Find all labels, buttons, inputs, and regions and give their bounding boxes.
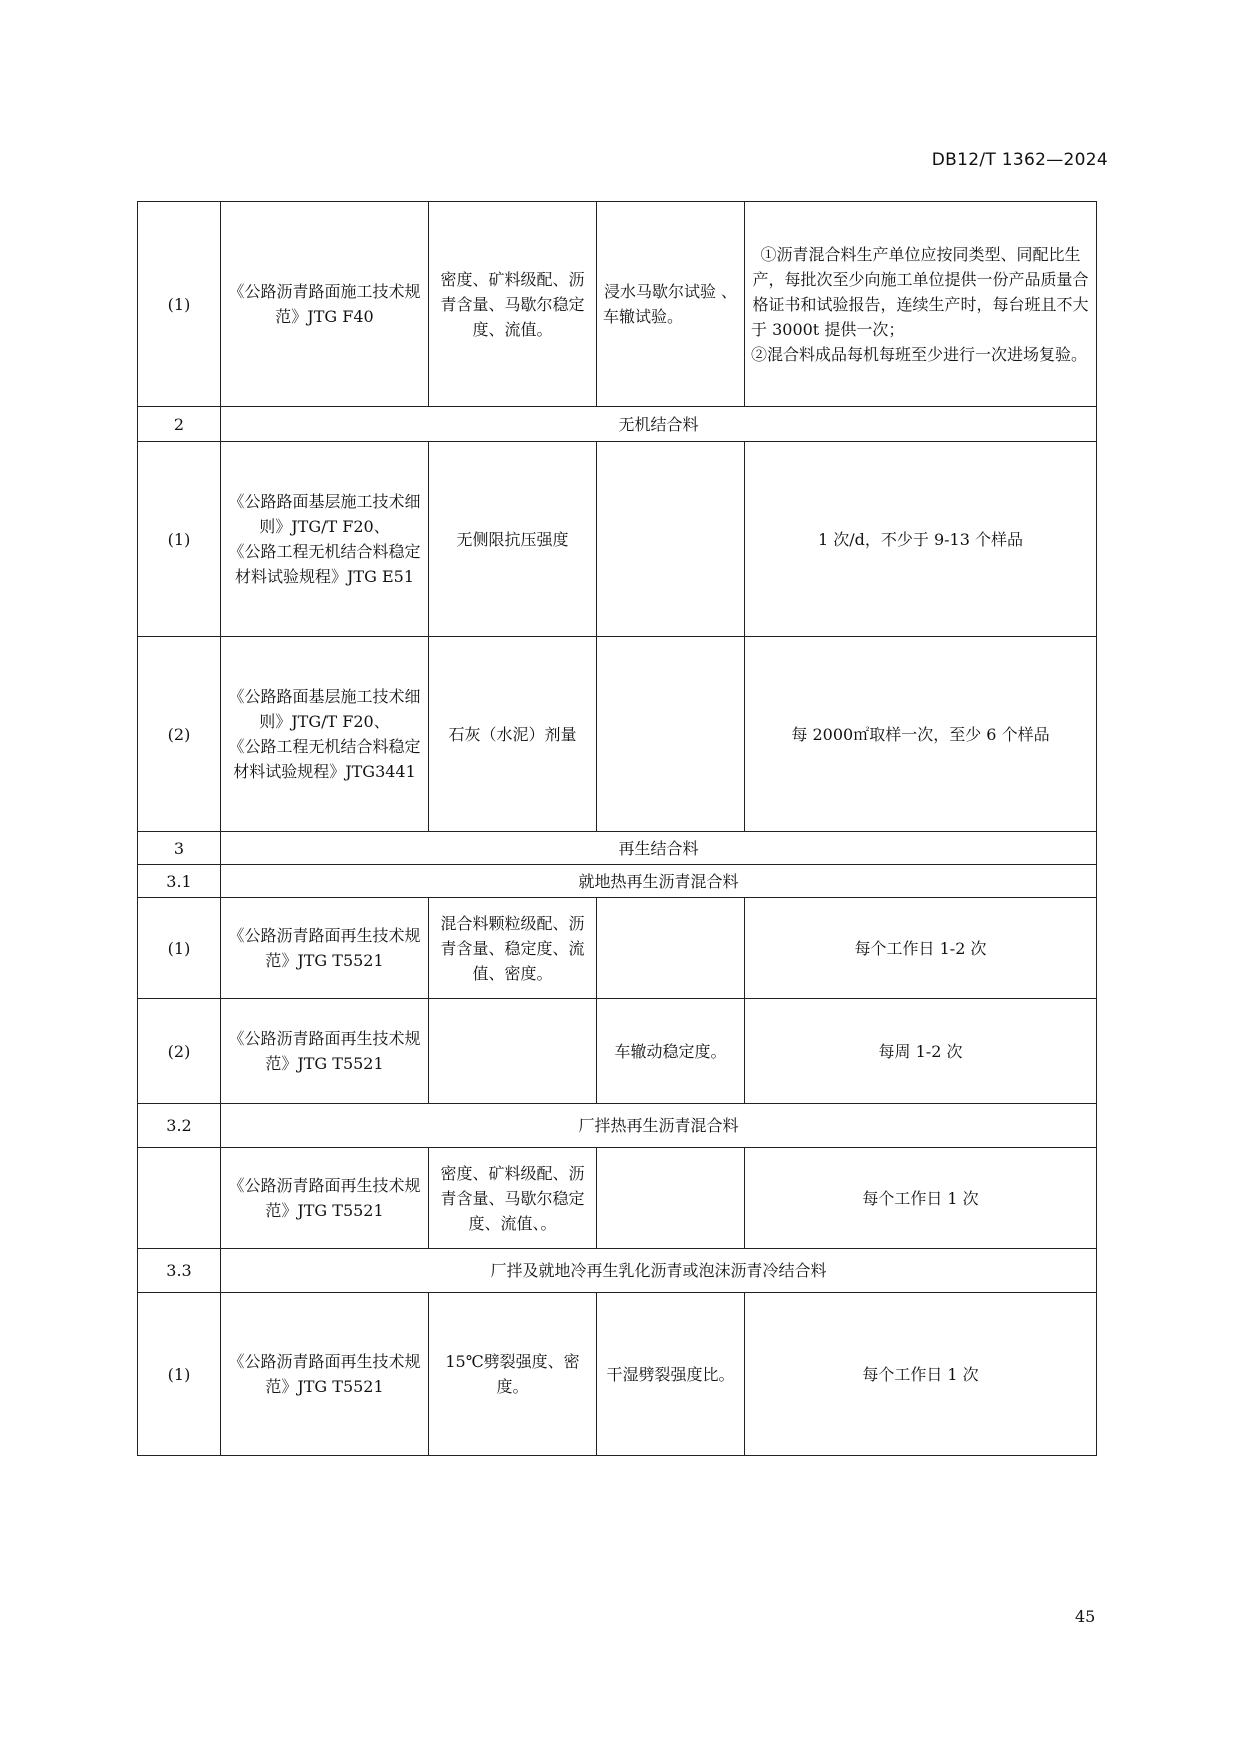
table-row [138, 1148, 1097, 1249]
section-number: 2 [138, 407, 221, 442]
standard-reference [221, 637, 429, 832]
standard-reference-line: 《公路工程无机结合料稳定材料试验规程》JTG3441 [228, 737, 421, 781]
item-number: (1) [138, 1293, 221, 1456]
table-row [138, 1293, 1097, 1456]
other-tests [597, 637, 745, 832]
inspection-frequency-table [137, 201, 1097, 1456]
document-code: DB12/T 1362—2024 [931, 150, 1108, 170]
section-row [138, 832, 1097, 865]
section-number: 3.3 [138, 1249, 221, 1293]
standard-reference-line: 《公路路面基层施工技术细则》JTG/T F20、 [228, 687, 421, 731]
section-title: 无机结合料 [221, 407, 1097, 442]
frequency: 每 2000㎡取样一次，至少 6 个样品 [745, 637, 1097, 832]
section-title: 就地热再生沥青混合料 [221, 865, 1097, 898]
frequency: 每周 1-2 次 [745, 999, 1097, 1104]
section-row [138, 1249, 1097, 1293]
test-items: 密度、矿料级配、沥青含量、马歇尔稳定度、流值。 [429, 202, 597, 407]
table-row [138, 637, 1097, 832]
standard-reference: 《公路沥青路面再生技术规范》JTG T5521 [221, 999, 429, 1104]
section-row [138, 865, 1097, 898]
frequency-note-2: ②混合料成品每机每班至少进行一次进场复验。 [751, 344, 1088, 364]
other-tests [597, 1148, 745, 1249]
test-items: 无侧限抗压强度 [429, 442, 597, 637]
other-tests: 干湿劈裂强度比。 [597, 1293, 745, 1456]
other-tests [597, 442, 745, 637]
standard-reference: 《公路沥青路面再生技术规范》JTG T5521 [221, 1148, 429, 1249]
frequency: 1 次/d，不少于 9-13 个样品 [745, 442, 1097, 637]
item-number: (2) [138, 637, 221, 832]
item-number: (1) [138, 202, 221, 407]
test-items: 密度、矿料级配、沥青含量、马歇尔稳定度、流值、。 [429, 1148, 597, 1249]
standard-reference: 《公路沥青路面施工技术规范》JTG F40 [221, 202, 429, 407]
table-row [138, 202, 1097, 407]
section-title: 再生结合料 [221, 832, 1097, 865]
table-row [138, 442, 1097, 637]
frequency: 每个工作日 1 次 [745, 1148, 1097, 1249]
section-row [138, 1104, 1097, 1148]
item-number: (1) [138, 898, 221, 999]
test-items: 混合料颗粒级配、沥青含量、稳定度、流值、密度。 [429, 898, 597, 999]
test-items: 石灰（水泥）剂量 [429, 637, 597, 832]
section-row [138, 407, 1097, 442]
test-items [429, 999, 597, 1104]
standard-reference: 《公路沥青路面再生技术规范》JTG T5521 [221, 1293, 429, 1456]
other-tests: 浸水马歇尔试验 、车辙试验。 [597, 202, 745, 407]
frequency: 每个工作日 1 次 [745, 1293, 1097, 1456]
page-number: 45 [1075, 1607, 1096, 1626]
frequency [745, 202, 1097, 407]
item-number: (2) [138, 999, 221, 1104]
item-number: (1) [138, 442, 221, 637]
item-number [138, 1148, 221, 1249]
section-number: 3.1 [138, 865, 221, 898]
test-items: 15℃劈裂强度、密度。 [429, 1293, 597, 1456]
table-row [138, 999, 1097, 1104]
section-number: 3 [138, 832, 221, 865]
standard-reference [221, 442, 429, 637]
table-row [138, 898, 1097, 999]
frequency-note-1: ①沥青混合料生产单位应按同类型、同配比生产，每批次至少向施工单位提供一份产品质量合格证书和试验报告，连续生产时，每台班且不大于 3000t 提供一次； [751, 244, 1089, 339]
frequency: 每个工作日 1-2 次 [745, 898, 1097, 999]
other-tests [597, 898, 745, 999]
standard-reference-line: 《公路路面基层施工技术细则》JTG/T F20、 [228, 492, 421, 536]
standard-reference-line: 《公路工程无机结合料稳定材料试验规程》JTG E51 [228, 542, 421, 586]
section-title: 厂拌热再生沥青混合料 [221, 1104, 1097, 1148]
standard-reference: 《公路沥青路面再生技术规范》JTG T5521 [221, 898, 429, 999]
section-number: 3.2 [138, 1104, 221, 1148]
section-title: 厂拌及就地冷再生乳化沥青或泡沫沥青冷结合料 [221, 1249, 1097, 1293]
other-tests: 车辙动稳定度。 [597, 999, 745, 1104]
